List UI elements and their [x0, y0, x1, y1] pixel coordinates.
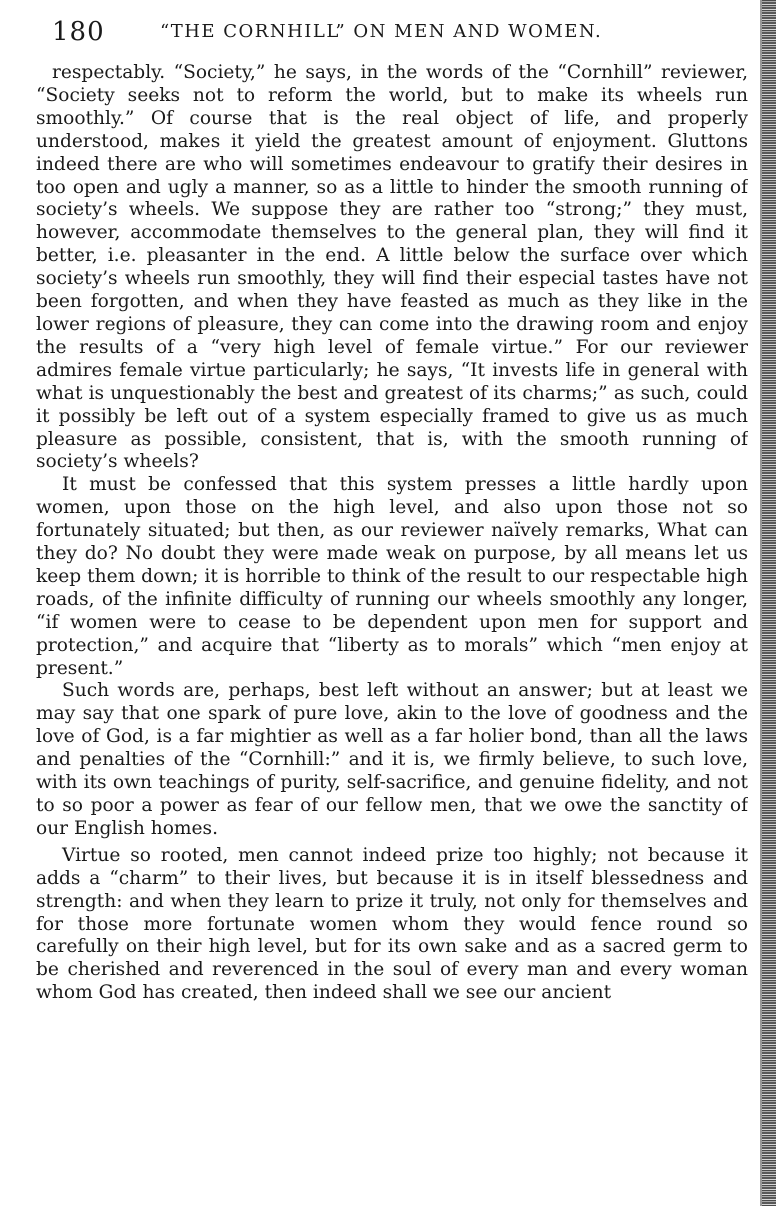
running-head	[52, 14, 752, 50]
page-number: 180	[52, 17, 105, 47]
paragraph-3: Such words are, perhaps, best left without an answer; but at least we may say that one spark of pure love, akin to the love of goodness and the love of God, is a far mightier as well as a far holier bond, than all the laws and penalties of the “Cornhill:” and it is, we firmly believe, to such love, with its own teachings of purity, self-sacrifice, and genuine fidelity, and not to so poor a power as fear of our fellow men, that we owe the sanctity of our English homes.	[36, 680, 748, 839]
paragraph-1: respectably. “Society,” he says, in the words of the “Cornhill” reviewer, “Society seeks not to reform the world, but to make its wheels run smoothly.” Of course that is the real object of life, and properly understood, makes it yield the greatest amount of enjoyment. Gluttons indeed there are who will sometimes endeavour to gratify their desires in too open and ugly a manner, so as a little to hinder the smooth running of society’s wheels. We suppose they are rather too “strong;” they must, however, accommodate themselves to the general plan, they will find it better, i.e. pleasanter in the end. A little below the surface over which society’s wheels run smoothly, they will find their especial tastes have not been forgotten, and when they have feasted as much as they like in the lower regions of pleasure, they can come into the drawing room and enjoy the results of a “very high level of female virtue.” For our reviewer admires female virtue particularly; he says, “It invests life in general with what is unquestionably the best and greatest of its charms;” as such, could it possibly be left out of a system especially framed to give us as much pleasure as possible, consistent, that is, with the smooth running of society’s wheels?	[36, 62, 748, 473]
running-title: “THE CORNHILL” ON MEN AND WOMEN.	[160, 21, 603, 42]
paragraph-2: It must be confessed that this system presses a little hardly upon women, upon those on the high level, and also upon those not so fortunately situated; but then, as our reviewer naïvely remarks, What can they do? No doubt they were made weak on purpose, by all means let us keep them down; it is horrible to think of the result to our respectable high roads, of the infinite difficulty of running our wheels smoothly any longer, “if women were to cease to be dependent upon men for support and protection,” and acquire that “liberty as to morals” which “men enjoy at present.”	[36, 474, 748, 679]
binding-edge	[762, 0, 776, 1206]
text-column	[36, 62, 748, 1182]
paragraph-4: Virtue so rooted, men cannot indeed prize too highly; not because it adds a “charm” to their lives, but because it is in itself blessedness and strength: and when they learn to prize it truly, not only for themselves and for those more fortunate women whom they would fence round so carefully on their high level, but for its own sake and as a sacred germ to be cherished and reverenced in the soul of every man and every woman whom God has created, then indeed shall we see our ancient	[36, 844, 748, 1004]
